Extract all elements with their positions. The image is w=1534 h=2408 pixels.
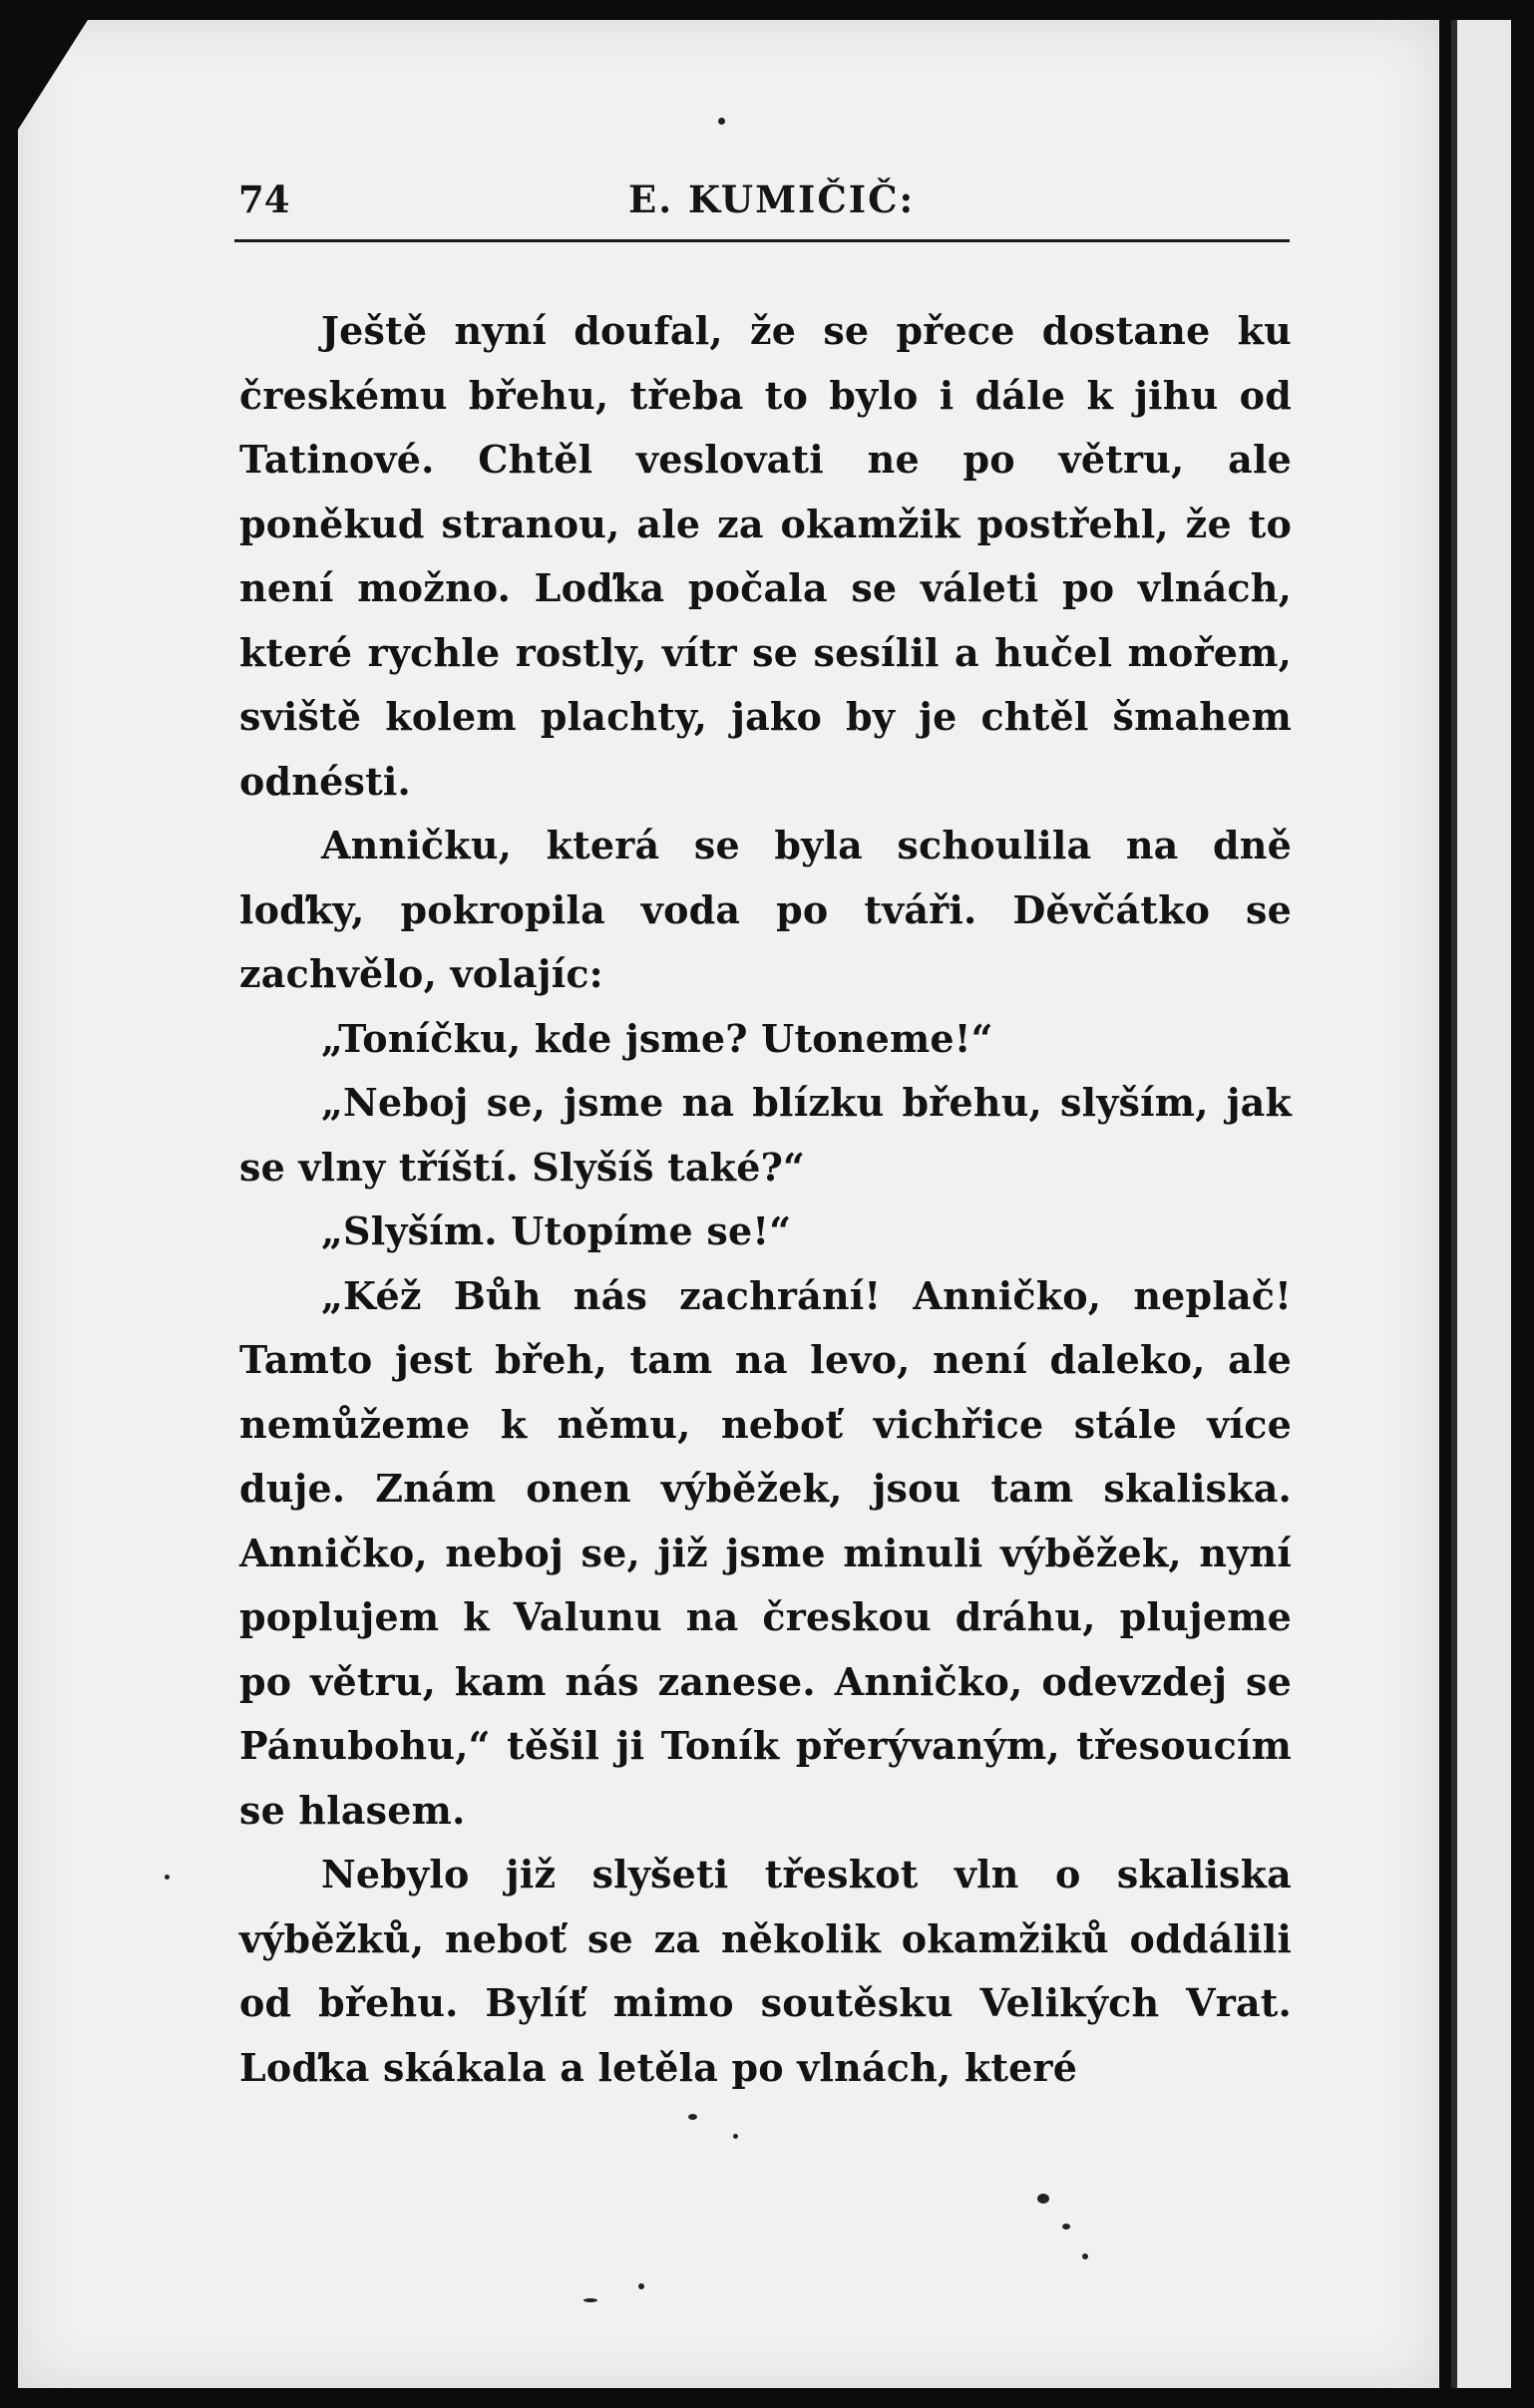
paragraph: „Kéž Bůh nás zachrání! Anničko, neplač! Tamto jest břeh, tam na levo, není daleko, ale nemůžeme k němu, neboť vichřice stále více duje. Znám onen výběžek, jsou tam skaliska. Anničko, neboj se, již jsme minuli výběžek, nyní poplujem k Valunu na čreskou dráhu, plujeme po větru, kam nás zanese. Anničko, odevzdej se Pánubohu,“ těšil ji Toník přerývaným, třesoucím se hlasem. bbox=[239, 1272, 1292, 1833]
paragraph: „Neboj se, jsme na blízku břehu, slyším, jak se vlny tříští. Slyšíš také?“ bbox=[239, 1080, 1292, 1190]
page-number: 74 bbox=[238, 177, 290, 221]
paragraph: „Toníčku, kde jsme? Utoneme!“ bbox=[321, 1015, 993, 1061]
body-text bbox=[239, 299, 1292, 2100]
scan-speck bbox=[688, 2114, 697, 2120]
scan-speck bbox=[1082, 2253, 1088, 2259]
scan-speck bbox=[583, 2298, 597, 2302]
scan-speck bbox=[733, 2134, 738, 2139]
scan-speck bbox=[638, 2283, 644, 2289]
adjacent-page-edge bbox=[1451, 20, 1511, 2388]
paragraph: Ještě nyní doufal, že se přece dostane ku čreskému břehu, třeba to bylo i dále k jihu od Tatinové. Chtěl veslovati ne po větru, ale poněkud stranou, ale za okamžik postřehl, že to není možno. Loďka počala se váleti po vlnách, které rychle rostly, vítr se sesílil a hučel mořem, sviště kolem plachty, jako by je chtěl šmahem odnésti. bbox=[239, 308, 1292, 804]
paragraph: Nebylo již slyšeti třeskot vln o skaliska výběžků, neboť se za několik okamžiků oddálili od břehu. Bylíť mimo soutěsku Velikých Vrat. Loďka skákala a letěla po vlnách, které bbox=[239, 1852, 1292, 2090]
scan-speck bbox=[1062, 2224, 1070, 2230]
scan-speck bbox=[165, 1875, 170, 1880]
scan-speck bbox=[718, 118, 725, 125]
page-corner-fold bbox=[18, 20, 88, 130]
scan-speck bbox=[1037, 2194, 1049, 2204]
page-header bbox=[234, 168, 1290, 242]
paragraph: Anničku, která se byla schoulila na dně loďky, pokropila voda po tváři. Děvčátko se zachvělo, volajíc: bbox=[239, 823, 1292, 996]
paragraph: „Slyším. Utopíme se!“ bbox=[321, 1208, 792, 1253]
running-head: E. KUMIČIČ: bbox=[628, 177, 916, 221]
